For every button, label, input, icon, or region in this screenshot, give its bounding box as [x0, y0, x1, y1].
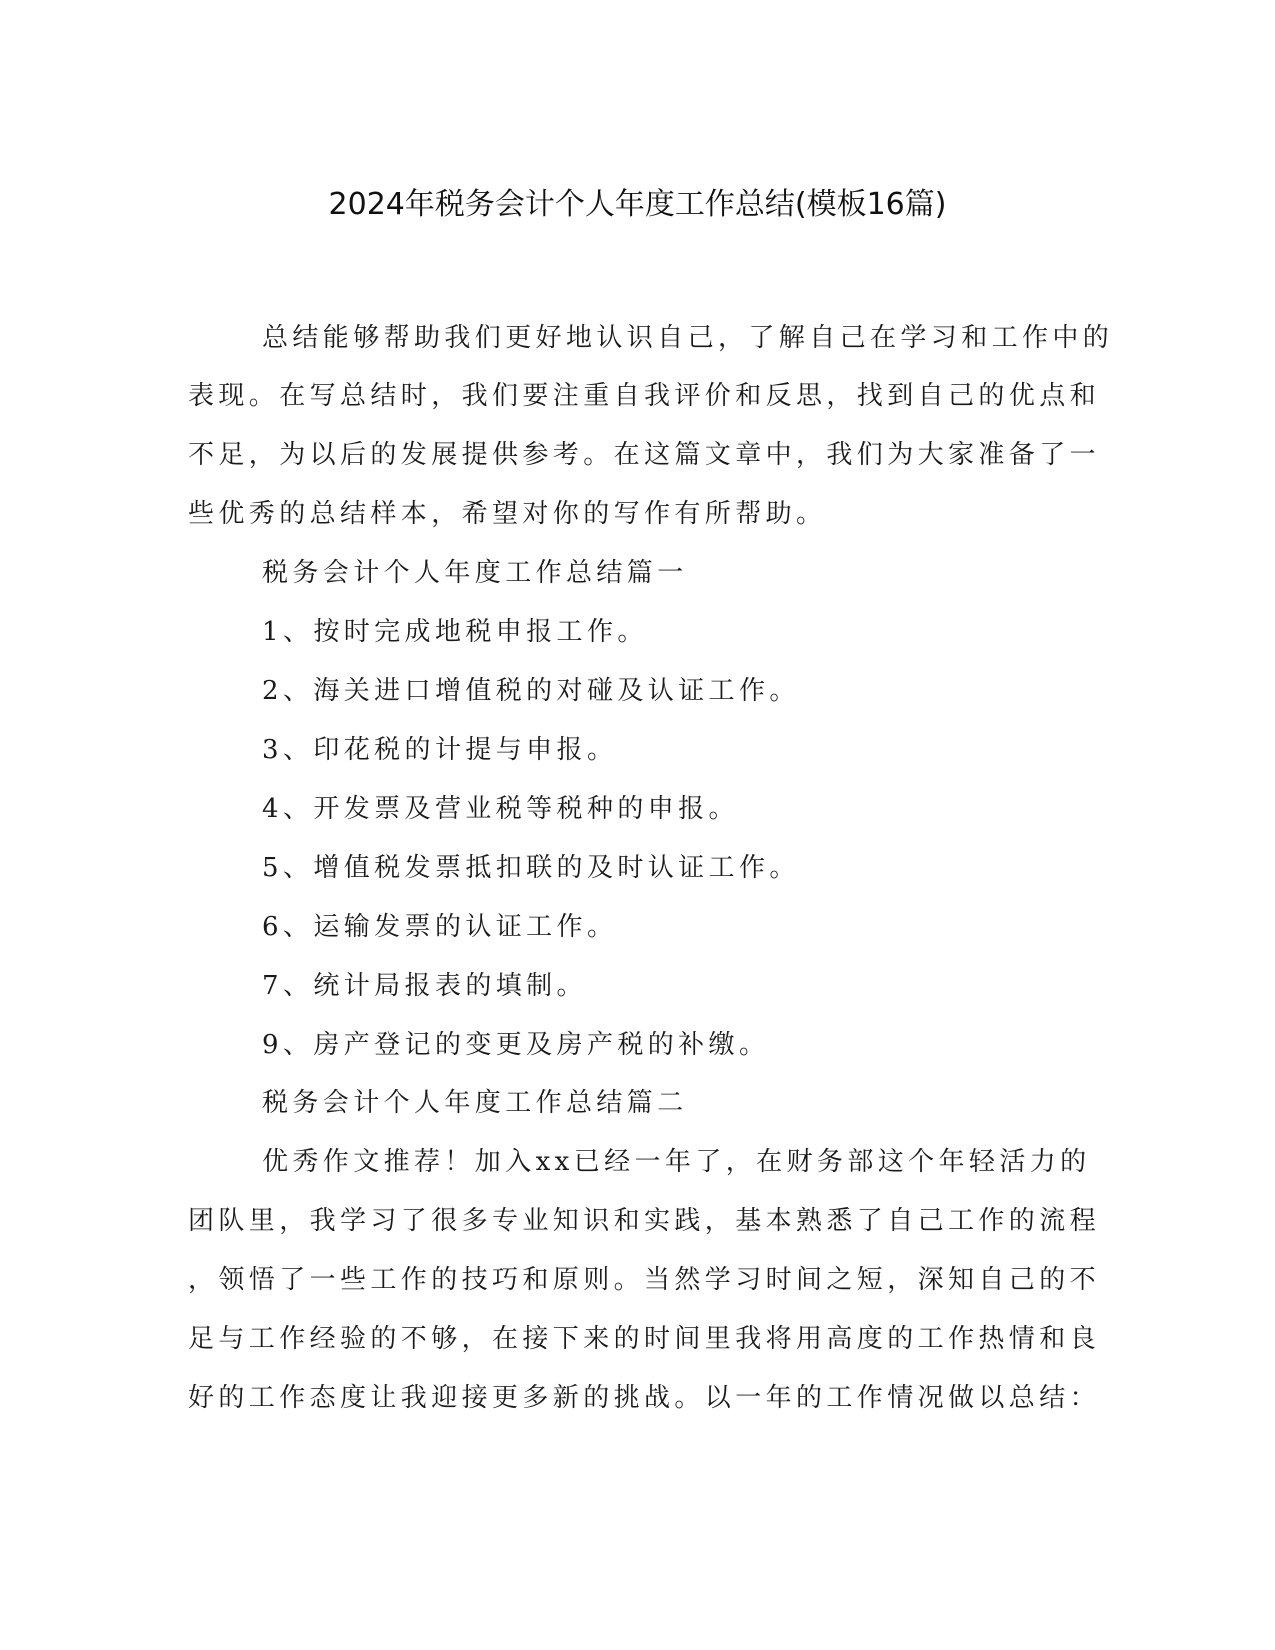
intro-line-4: 些优秀的总结样本，希望对你的写作有所帮助。: [188, 499, 827, 529]
list-item: 7、统计局报表的填制。: [262, 971, 587, 1001]
list-item: 3、印花税的计提与申报。: [262, 735, 618, 765]
list-item: 6、运输发票的认证工作。: [262, 912, 618, 942]
list-item: 9、房产登记的变更及房产税的补缴。: [262, 1030, 770, 1060]
section2-line-3: ，领悟了一些工作的技巧和原则。当然学习时间之短，深知自己的不: [188, 1265, 1101, 1295]
list-item: 1、按时完成地税申报工作。: [262, 617, 648, 647]
section-heading-2: 税务会计个人年度工作总结篇二: [262, 1088, 688, 1118]
intro-line-3: 不足，为以后的发展提供参考。在这篇文章中，我们为大家准备了一: [188, 440, 1101, 470]
section2-line-1: 优秀作文推荐！加入xx已经一年了，在财务部这个年轻活力的: [262, 1147, 1091, 1177]
section2-line-5: 好的工作态度让我迎接更多新的挑战。以一年的工作情况做以总结：: [188, 1383, 1101, 1413]
section2-line-2: 团队里，我学习了很多专业知识和实践，基本熟悉了自己工作的流程: [188, 1206, 1101, 1236]
list-item: 5、增值税发票抵扣联的及时认证工作。: [262, 853, 800, 883]
list-item: 2、海关进口增值税的对碰及认证工作。: [262, 676, 800, 706]
section2-line-4: 足与工作经验的不够，在接下来的时间里我将用高度的工作热情和良: [188, 1324, 1101, 1354]
list-item: 4、开发票及营业税等税种的申报。: [262, 794, 739, 824]
intro-line-2: 表现。在写总结时，我们要注重自我评价和反思，找到自己的优点和: [188, 381, 1101, 411]
document-title: 2024年税务会计个人年度工作总结(模板16篇): [328, 187, 947, 222]
document-body: [188, 0, 1114, 1650]
section-heading-1: 税务会计个人年度工作总结篇一: [262, 558, 688, 588]
intro-line-1: 总结能够帮助我们更好地认识自己，了解自己在学习和工作中的: [262, 323, 1114, 353]
